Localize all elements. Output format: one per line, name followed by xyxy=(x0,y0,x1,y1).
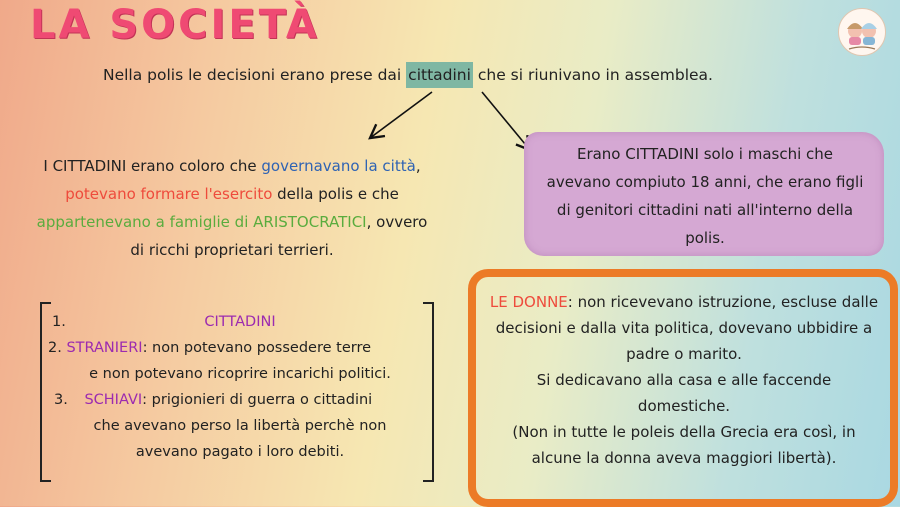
page-title: LA SOCIETÀ xyxy=(30,2,320,48)
cittadini-requirements xyxy=(520,140,890,252)
cittadini-intro: I CITTADINI erano coloro che xyxy=(43,157,262,175)
item-number: 3. xyxy=(54,392,68,408)
list-item-continued: che avevano perso la libertà perchè non xyxy=(93,418,387,434)
women-line-7: alcune la donna aveva maggiori libertà). xyxy=(531,449,837,467)
social-classes-list xyxy=(48,309,432,465)
schiavi-label: SCHIAVI xyxy=(84,392,143,408)
women-description xyxy=(474,289,894,471)
women-line-2: decisioni e dalla vita politica, dovevano ubbidire a xyxy=(495,319,873,337)
comma: , xyxy=(415,157,421,175)
governavano-text: governavano la città xyxy=(261,157,416,175)
polis-text: della polis e che xyxy=(272,185,399,203)
cittadini-label: CITTADINI xyxy=(204,314,276,330)
requirements-line-1: Erano CITTADINI solo i maschi che xyxy=(576,145,834,163)
women-line-3: padre o marito. xyxy=(626,345,742,363)
item-number: 2. xyxy=(48,340,62,356)
stranieri-text: : non potevano possedere terre xyxy=(142,340,372,356)
women-line-5: domestiche. xyxy=(637,397,731,415)
cittadini-description xyxy=(12,152,452,264)
women-line-1 xyxy=(474,289,894,315)
arrow-left xyxy=(370,92,432,138)
requirements-line-4: polis. xyxy=(685,229,725,247)
list-item-continued: e non potevano ricoprire incarichi politici. xyxy=(89,366,391,382)
list-item xyxy=(48,309,432,335)
women-text-1: : non ricevevano istruzione, escluse dalle xyxy=(567,293,879,311)
list-item xyxy=(48,335,432,361)
women-line-6: (Non in tutte le poleis della Grecia era così, in xyxy=(512,423,856,441)
list-item xyxy=(48,387,432,413)
stranieri-label: STRANIERI xyxy=(66,340,143,356)
requirements-line-2: avevano compiuto 18 anni, che erano figli xyxy=(546,173,864,191)
potevano-text: potevano formare l'esercito xyxy=(65,185,273,203)
proprietari-text: di ricchi proprietari terrieri. xyxy=(130,241,334,259)
schiavi-text: : prigionieri di guerra o cittadini xyxy=(142,392,373,408)
intro-text-after: che si riunivano in assemblea. xyxy=(472,66,713,84)
women-line-4: Si dedicavano alla casa e alle faccende xyxy=(536,371,832,389)
list-item-continued: avevano pagato i loro debiti. xyxy=(135,444,345,460)
item-number: 1. xyxy=(52,314,66,330)
highlight-cittadini: cittadini xyxy=(406,62,473,88)
le-donne-label: LE DONNE xyxy=(489,293,568,311)
appartenevano-text: appartenevano a famiglie di ARISTOCRATICI xyxy=(36,213,367,231)
ovvero-text: , ovvero xyxy=(366,213,428,231)
requirements-line-3: di genitori cittadini nati all'interno della xyxy=(556,201,854,219)
intro-text-before: Nella polis le decisioni erano prese dai xyxy=(103,66,407,84)
